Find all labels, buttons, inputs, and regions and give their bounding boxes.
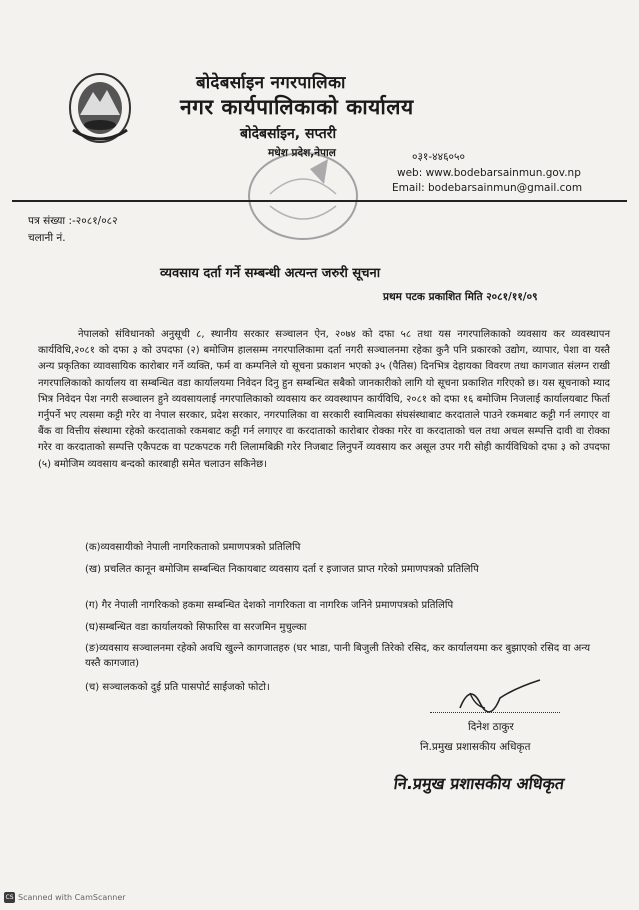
list-item: (च) सञ्चालकको दुई प्रति पासपोर्ट साईजको फोटो। (85, 682, 270, 693)
dispatch-number: चलानी नं. (28, 232, 66, 244)
signature-line (430, 712, 560, 713)
list-item: (ख) प्रचलित कानून बमोजिम सम्बन्धित निकायबाट व्यवसाय दर्ता र इजाजत प्राप्त गरेको प्रमाणपत्रको प्रतिलिपि (85, 564, 479, 575)
camscanner-logo-icon: CS (5, 894, 14, 901)
notice-body (38, 327, 610, 473)
list-item: (ग) गैर नेपाली नागरिकको हकमा सम्बन्धित देशको नागरिकता वा नागरिक जनिने प्रमाणपत्रको प्रतिलिपि (85, 600, 454, 611)
signatory-designation: नि.प्रमुख प्रशासकीय अधिकृत (420, 741, 531, 753)
list-item: (क)व्यवसायीको नेपाली नागरिकताको प्रमाणपत्रको प्रतिलिपि (85, 542, 301, 553)
scanner-watermark (4, 892, 126, 903)
office-province: मधेश प्रदेश,नेपाल (268, 147, 336, 159)
signatory-name: दिनेश ठाकुर (468, 721, 514, 733)
header-divider (12, 200, 627, 202)
notice-title: व्यवसाय दर्ता गर्ने सम्बन्धी अत्यन्त जरुरी सूचना (160, 266, 381, 281)
website: web: www.bodebarsainmun.gov.np (397, 167, 581, 179)
list-item: (घ)सम्बन्धित वडा कार्यालयको सिफारिस वा सरजमिन मुचुल्का (85, 622, 307, 633)
office-stamp (248, 152, 358, 240)
letter-number: पत्र संख्या :-२०८१/०८२ (28, 215, 118, 227)
municipality-name: बोदेबर्साइन नगरपालिका (196, 73, 346, 93)
list-item: (ङ)व्यवसाय सञ्चालनमा रहेको अवधि खुल्ने कागजातहरु (घर भाडा, पानी बिजुली तिरेको रसिद, कर कार्यालयमा कर बुझाएको रसिद वा अन्य यस्तै कागजात) (85, 643, 591, 669)
office-address: बोदेबर्साइन, सप्तरी (240, 126, 337, 142)
email: Email: bodebarsainmun@gmail.com (392, 182, 583, 194)
phone-number: ०३१-४४६०५० (412, 151, 465, 163)
published-date: प्रथम पटक प्रकाशित मिति २०८१/११/०९ (383, 291, 538, 303)
notice-paragraph: नेपालको संविधानको अनुसूची ८, स्थानीय सरकार सञ्चालन ऐन, २०७४ को दफा ५८ तथा यस नगरपालिकाको व्यवसाय कर व्यवस्थापन कार्यविधि,२०८१ को दफा ३ को उपदफा (२) बमोजिम हालसम्म नगरपालिकामा दर्ता नगरी सञ्चालनमा रहेका कुनै पनि प्रकारको उद्योग, व्यापार, पेशा वा यस्तै अन्य प्रकृतिका व्यावसायिक कारोबार गर्ने व्यक्ति, फर्म वा कम्पनिले यो सूचना प्रकाशन भएको ३५ (पैतिस) दिनभित्र देहायका विवरण तथा कागजात संलग्न राखी नगरपालिकाको कार्यालय वा सम्बन्धित वडा कार्यालयमा निवेदन दिनु हुन सम्बन्धित सबैको जानकारीको लागि यो सूचना प्रकाशित गरिएको छ। यस सूचनाको म्याद भित्र निवेदन पेश नगरी सञ्चालन हुने व्यवसायलाई नगरपालिकाको व्यवसाय कर व्यवस्थापन कार्यविधि, २०८१ को दफा १६ बमोजिम निजलाई कार्यालयबाट फिर्ता गर्नुपर्ने भए त्यसमा कट्टी गरेर वा नेपाल सरकार, प्रदेश सरकार, नगरपालिका वा सरकारी स्वामित्वका संघसंस्थाबाट करदाताले पाउने रकमबाट कट्टी गर्न लगाएर वा बैंक वा वित्तीय संस्थामा रहेको करदाताको रकमबाट कट्टी गर्न लगाएर वा करदाताको कारोबार रोक्का गरेर वा करदाताको चल तथा अचल सम्पत्ति दावी वा रोक्का गरेर वा करदाताको सम्पत्ति एकैपटक वा पटकपटक गरी लिलामबिक्री गरेर निजबाट लिनुपर्ने व्यवसाय कर असूल उपर गरी सोही कार्यविधिको दफा ३ को उपदफा (५) बमोजिम व्यवसाय बन्दको कारबाही समेत चलाउन सकिनेछ। (38, 329, 610, 470)
handwritten-designation: नि.प्रमुख प्रशासकीय अधिकृत (392, 774, 566, 793)
office-name: नगर कार्यपालिकाको कार्यालय (180, 95, 414, 119)
nepal-emblem-icon (65, 70, 135, 145)
scanner-text: Scanned with CamScanner (18, 893, 126, 902)
